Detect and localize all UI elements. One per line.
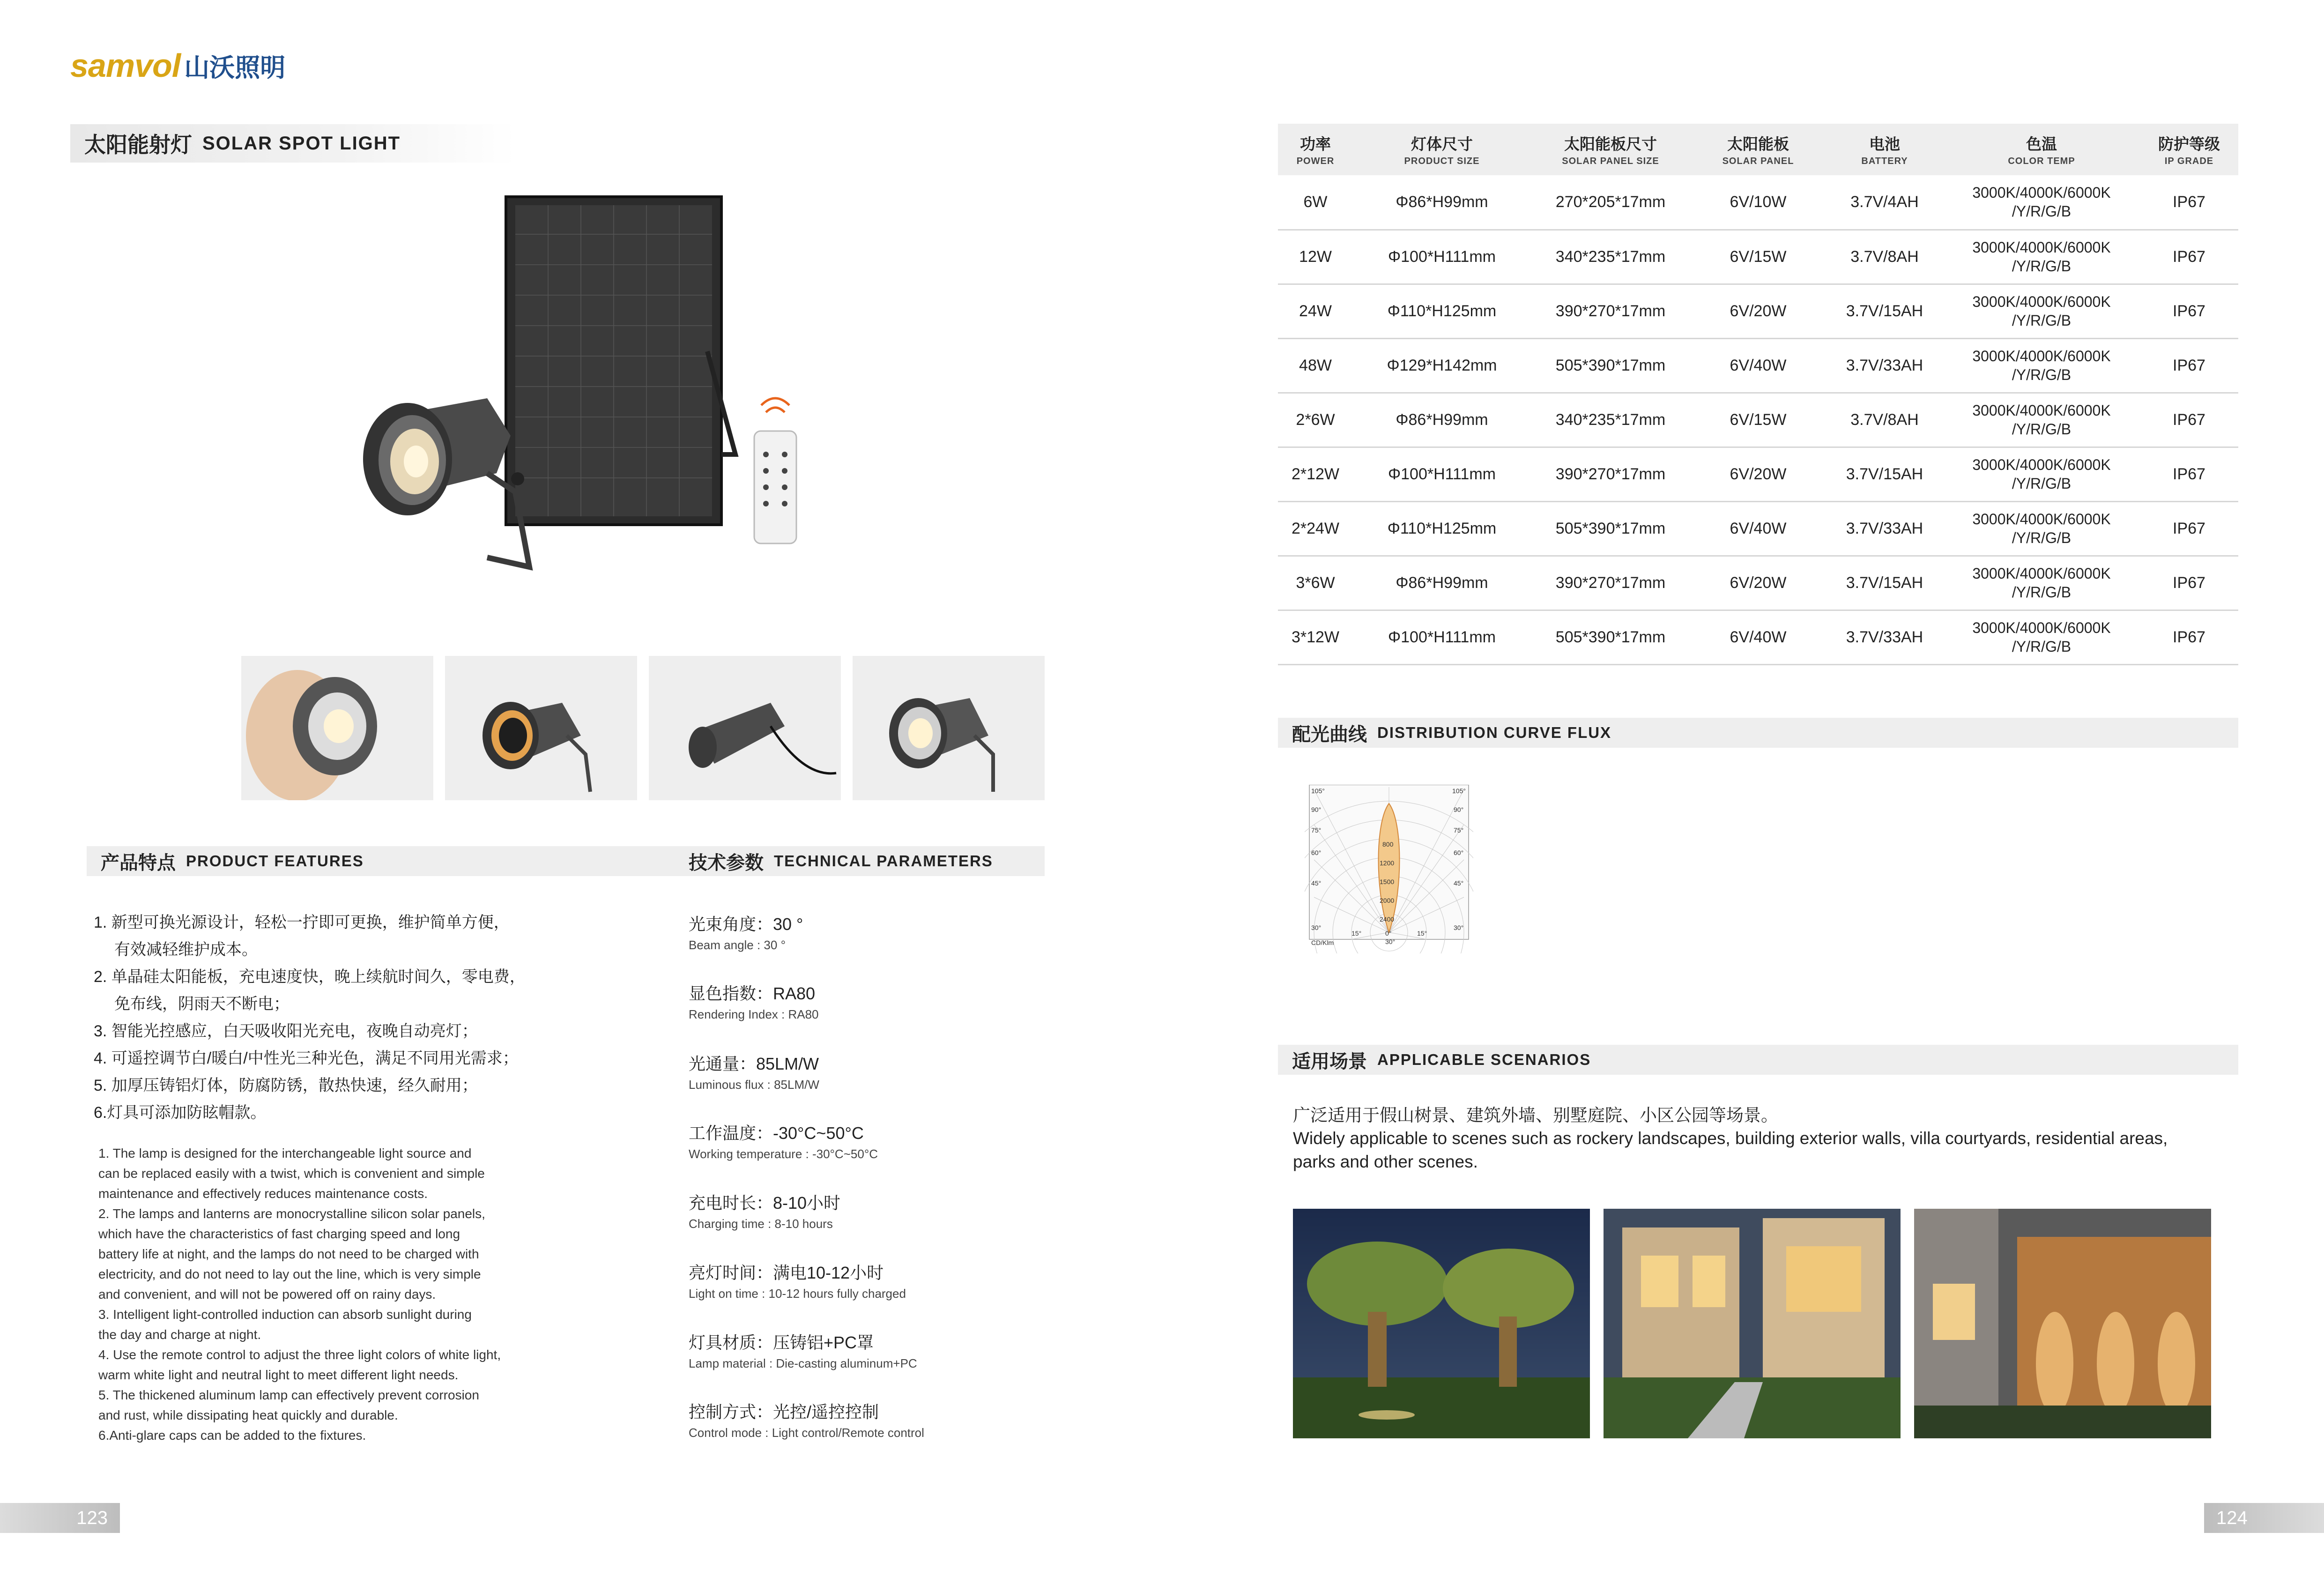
table-row	[1278, 393, 2238, 447]
cell-product-size: Φ100*H111mm	[1353, 230, 1531, 284]
param-working-temperature	[689, 1120, 878, 1161]
feature-en-line: which have the characteristics of fast charging speed and long	[98, 1227, 460, 1241]
cell-panel-size: 270*205*17mm	[1531, 175, 1690, 230]
param-lamp-material	[689, 1330, 917, 1371]
feature-en-line: and rust, while dissipating heat quickly and durable.	[98, 1408, 398, 1422]
logo-latin: samvol	[70, 47, 181, 84]
feature-cn-line: 免布线，阴雨天不断电；	[114, 995, 290, 1013]
scenarios-header-en: APPLICABLE SCENARIOS	[1377, 1051, 1591, 1068]
cell-solar-panel: 6V/20W	[1690, 556, 1826, 610]
cell-battery: 3.7V/8AH	[1826, 393, 1943, 447]
cell-panel-size: 505*390*17mm	[1531, 610, 1690, 664]
thumbnail-hand-held-lamp	[241, 656, 433, 800]
cell-power: 3*6W	[1278, 556, 1353, 610]
distribution-curve-chart	[1305, 785, 1473, 953]
cell-color-temp: 3000K/4000K/6000K /Y/R/G/B	[1943, 556, 2140, 610]
param-en: Light on time : 10-12 hours fully charged	[689, 1287, 906, 1301]
features-list-cn	[94, 909, 562, 1126]
feature-cn-line: 有效减轻维护成本。	[114, 941, 258, 959]
table-row	[1278, 447, 2238, 501]
spec-table	[1278, 124, 2238, 665]
table-row	[1278, 501, 2238, 556]
angle-label: 90°	[1311, 806, 1322, 813]
thumbnail-lamp-side	[649, 656, 841, 800]
feature-en-line: 1. The lamp is designed for the interchangeable light source and	[98, 1146, 472, 1160]
feature-en-line: battery life at night, and the lamps do not need to be charged with	[98, 1247, 479, 1261]
solar-panel	[506, 197, 735, 525]
cell-panel-size: 390*270*17mm	[1531, 447, 1690, 501]
page-number-left: 123	[0, 1503, 120, 1533]
feature-en-line: can be replaced easily with a twist, which is convenient and simple	[98, 1166, 485, 1181]
param-cn: 控制方式：光控/遥控控制	[689, 1402, 879, 1421]
radial-value: 1200	[1380, 859, 1395, 867]
cell-product-size: Φ110*H125mm	[1353, 284, 1531, 338]
cell-power: 3*12W	[1278, 610, 1353, 664]
cell-product-size: Φ100*H111mm	[1353, 447, 1531, 501]
param-cn: 灯具材质：压铸铝+PC罩	[689, 1333, 874, 1352]
angle-label: 60°	[1311, 849, 1322, 856]
spec-header-row	[1278, 124, 2238, 175]
param-light-on-time	[689, 1260, 906, 1301]
page-title-bar	[70, 124, 515, 163]
angle-label: 75°	[1454, 826, 1464, 834]
param-luminous-flux	[689, 1051, 819, 1092]
cell-panel-size: 505*390*17mm	[1531, 501, 1690, 556]
features-header-en: PRODUCT FEATURES	[186, 852, 364, 870]
cell-solar-panel: 6V/15W	[1690, 230, 1826, 284]
cell-color-temp: 3000K/4000K/6000K /Y/R/G/B	[1943, 175, 2140, 230]
cell-ip-grade: IP67	[2140, 338, 2238, 393]
cell-panel-size: 340*235*17mm	[1531, 230, 1690, 284]
angle-label: 30°	[1311, 924, 1322, 931]
cell-ip-grade: IP67	[2140, 393, 2238, 447]
cell-battery: 3.7V/15AH	[1826, 556, 1943, 610]
param-cn: 光束角度：30 °	[689, 915, 803, 934]
cell-power: 2*6W	[1278, 393, 1353, 447]
page-title-en: SOLAR SPOT LIGHT	[202, 133, 401, 154]
feature-cn-line: 1. 新型可换光源设计，轻松一拧即可更换，维护简单方便，	[94, 914, 510, 931]
scene-photo-building-wall	[1914, 1209, 2211, 1438]
cell-product-size: Φ86*H99mm	[1353, 175, 1531, 230]
thumbnail-lamp-front	[853, 656, 1045, 800]
cell-product-size: Φ129*H142mm	[1353, 338, 1531, 393]
header-color-temp: 色温 COLOR TEMP	[1943, 124, 2140, 175]
angle-label: 75°	[1311, 826, 1322, 834]
header-battery: 电池 BATTERY	[1826, 124, 1943, 175]
cell-solar-panel: 6V/10W	[1690, 175, 1826, 230]
product-hero-image	[347, 192, 862, 576]
cell-battery: 3.7V/33AH	[1826, 501, 1943, 556]
cell-panel-size: 390*270*17mm	[1531, 556, 1690, 610]
cell-product-size: Φ86*H99mm	[1353, 393, 1531, 447]
features-list-en	[98, 1143, 543, 1445]
cell-battery: 3.7V/33AH	[1826, 338, 1943, 393]
cell-ip-grade: IP67	[2140, 175, 2238, 230]
cell-battery: 3.7V/8AH	[1826, 230, 1943, 284]
features-header-cn: 产品特点	[101, 852, 176, 873]
feature-cn-line: 2. 单晶硅太阳能板，充电速度快，晚上续航时间久，零电费，	[94, 968, 526, 986]
header-power: 功率 POWER	[1278, 124, 1353, 175]
feature-cn-line: 5. 加厚压铸铝灯体，防腐防锈，散热快速，经久耐用；	[94, 1077, 478, 1094]
feature-en-line: warm white light and neutral light to meet different light needs.	[98, 1368, 459, 1382]
header-solar-panel: 太阳能板 SOLAR PANEL	[1690, 124, 1826, 175]
feature-en-line: 4. Use the remote control to adjust the three light colors of white light,	[98, 1347, 501, 1362]
feature-en-line: maintenance and effectively reduces maintenance costs.	[98, 1186, 428, 1201]
logo-chinese: 山沃照明	[184, 53, 286, 82]
radial-value: 2400	[1380, 915, 1395, 923]
feature-cn-line: 4. 可遥控调节白/暖白/中性光三种光色，满足不同用光需求；	[94, 1049, 519, 1067]
angle-label: 105°	[1311, 787, 1325, 795]
cell-battery: 3.7V/15AH	[1826, 447, 1943, 501]
tech-header	[689, 846, 993, 876]
cell-power: 6W	[1278, 175, 1353, 230]
table-row	[1278, 556, 2238, 610]
param-control-mode	[689, 1399, 924, 1440]
cell-ip-grade: IP67	[2140, 556, 2238, 610]
spot-lamp	[363, 398, 529, 567]
cell-panel-size: 340*235*17mm	[1531, 393, 1690, 447]
remote-control	[754, 398, 796, 543]
cell-color-temp: 3000K/4000K/6000K /Y/R/G/B	[1943, 393, 2140, 447]
cell-ip-grade: IP67	[2140, 230, 2238, 284]
table-row	[1278, 230, 2238, 284]
cell-power: 12W	[1278, 230, 1353, 284]
feature-en-line: 6.Anti-glare caps can be added to the fixtures.	[98, 1428, 366, 1443]
feature-cn-line: 3. 智能光控感应，白天吸收阳光充电，夜晚自动亮灯；	[94, 1022, 478, 1040]
distribution-header-cn: 配光曲线	[1292, 724, 1367, 745]
param-cn: 充电时长：8-10小时	[689, 1193, 841, 1213]
cell-color-temp: 3000K/4000K/6000K /Y/R/G/B	[1943, 338, 2140, 393]
distribution-header-bar	[1278, 718, 2238, 748]
cell-panel-size: 390*270*17mm	[1531, 284, 1690, 338]
param-en: Luminous flux : 85LM/W	[689, 1078, 819, 1092]
cell-solar-panel: 6V/40W	[1690, 501, 1826, 556]
header-product-size: 灯体尺寸 PRODUCT SIZE	[1353, 124, 1531, 175]
radial-value: 2000	[1380, 897, 1395, 904]
angle-label: 60°	[1454, 849, 1464, 856]
distribution-header-en: DISTRIBUTION CURVE FLUX	[1377, 724, 1612, 741]
scenarios-header-cn: 适用场景	[1292, 1051, 1367, 1072]
param-beam-angle	[689, 911, 803, 952]
tech-header-cn: 技术参数	[689, 852, 764, 873]
feature-en-line: 2. The lamps and lanterns are monocrystalline silicon solar panels,	[98, 1206, 485, 1221]
radial-value: 800	[1382, 841, 1394, 848]
feature-en-line: electricity, and do not need to lay out the line, which is very simple	[98, 1267, 481, 1281]
page-title-cn: 太阳能射灯	[84, 133, 192, 157]
angle-label: 15°	[1417, 930, 1427, 937]
cell-power: 2*12W	[1278, 447, 1353, 501]
cell-ip-grade: IP67	[2140, 284, 2238, 338]
cell-battery: 3.7V/33AH	[1826, 610, 1943, 664]
param-cn: 显色指数：RA80	[689, 984, 816, 1003]
unit-label: CD/Klm	[1311, 939, 1334, 946]
cell-product-size: Φ86*H99mm	[1353, 556, 1531, 610]
feature-en-line: the day and charge at night.	[98, 1327, 261, 1342]
angle-label: 30°	[1385, 938, 1396, 945]
feature-cn-line: 6.灯具可添加防眩帽款。	[94, 1104, 267, 1122]
cell-solar-panel: 6V/15W	[1690, 393, 1826, 447]
cell-color-temp: 3000K/4000K/6000K /Y/R/G/B	[1943, 447, 2140, 501]
cell-solar-panel: 6V/20W	[1690, 284, 1826, 338]
param-cn: 亮灯时间：满电10-12小时	[689, 1263, 884, 1282]
thumbnail-lamp-lit	[445, 656, 637, 800]
scenarios-text-en: Widely applicable to scenes such as rockery landscapes, building exterior walls, villa courtyards, residential areas, parks and other scenes.	[1293, 1129, 2168, 1171]
table-row	[1278, 338, 2238, 393]
cell-color-temp: 3000K/4000K/6000K /Y/R/G/B	[1943, 610, 2140, 664]
angle-label: 0°	[1385, 930, 1392, 937]
cell-solar-panel: 6V/20W	[1690, 447, 1826, 501]
cell-product-size: Φ100*H111mm	[1353, 610, 1531, 664]
cell-power: 48W	[1278, 338, 1353, 393]
angle-label: 30°	[1454, 924, 1464, 931]
table-row	[1278, 610, 2238, 664]
feature-en-line: 5. The thickened aluminum lamp can effectively prevent corrosion	[98, 1388, 479, 1402]
scene-photo-villa-courtyard	[1604, 1209, 1901, 1438]
cell-color-temp: 3000K/4000K/6000K /Y/R/G/B	[1943, 284, 2140, 338]
angle-label: 90°	[1454, 806, 1464, 813]
cell-ip-grade: IP67	[2140, 447, 2238, 501]
page-number-right: 124	[2204, 1503, 2324, 1533]
angle-label: 45°	[1311, 879, 1322, 887]
scene-photo-rockery-trees	[1293, 1209, 1590, 1438]
header-ip-grade: 防护等级 IP GRADE	[2140, 124, 2238, 175]
param-en: Charging time : 8-10 hours	[689, 1217, 833, 1231]
cell-color-temp: 3000K/4000K/6000K /Y/R/G/B	[1943, 230, 2140, 284]
cell-ip-grade: IP67	[2140, 501, 2238, 556]
param-en: Control mode : Light control/Remote control	[689, 1426, 924, 1440]
cell-power: 2*24W	[1278, 501, 1353, 556]
cell-product-size: Φ110*H125mm	[1353, 501, 1531, 556]
cell-power: 24W	[1278, 284, 1353, 338]
cell-color-temp: 3000K/4000K/6000K /Y/R/G/B	[1943, 501, 2140, 556]
param-en: Beam angle : 30 °	[689, 938, 786, 952]
param-cn: 工作温度：-30°C~50°C	[689, 1123, 864, 1143]
table-row	[1278, 284, 2238, 338]
cell-panel-size: 505*390*17mm	[1531, 338, 1690, 393]
table-row	[1278, 175, 2238, 230]
angle-label: 45°	[1454, 879, 1464, 887]
param-en: Lamp material : Die-casting aluminum+PC	[689, 1356, 917, 1370]
brand-logo	[70, 47, 285, 84]
cell-battery: 3.7V/15AH	[1826, 284, 1943, 338]
param-cn: 光通量：85LM/W	[689, 1054, 819, 1073]
radial-value: 1500	[1380, 878, 1395, 885]
angle-label: 105°	[1452, 787, 1466, 795]
angle-label: 15°	[1351, 930, 1362, 937]
param-charging-time	[689, 1190, 840, 1231]
header-panel-size: 太阳能板尺寸 SOLAR PANEL SIZE	[1531, 124, 1690, 175]
scenarios-text-cn: 广泛适用于假山树景、建筑外墙、别墅庭院、小区公园等场景。	[1293, 1106, 1778, 1125]
param-en: Rendering Index : RA80	[689, 1007, 819, 1021]
feature-en-line: 3. Intelligent light-controlled induction can absorb sunlight during	[98, 1307, 472, 1322]
cell-solar-panel: 6V/40W	[1690, 338, 1826, 393]
scenarios-header-bar	[1278, 1045, 2238, 1075]
param-en: Working temperature : -30°C~50°C	[689, 1147, 878, 1161]
tech-header-en: TECHNICAL PARAMETERS	[774, 852, 993, 870]
param-rendering-index	[689, 981, 819, 1022]
cell-battery: 3.7V/4AH	[1826, 175, 1943, 230]
cell-ip-grade: IP67	[2140, 610, 2238, 664]
feature-en-line: and convenient, and will not be powered off on rainy days.	[98, 1287, 436, 1302]
cell-solar-panel: 6V/40W	[1690, 610, 1826, 664]
